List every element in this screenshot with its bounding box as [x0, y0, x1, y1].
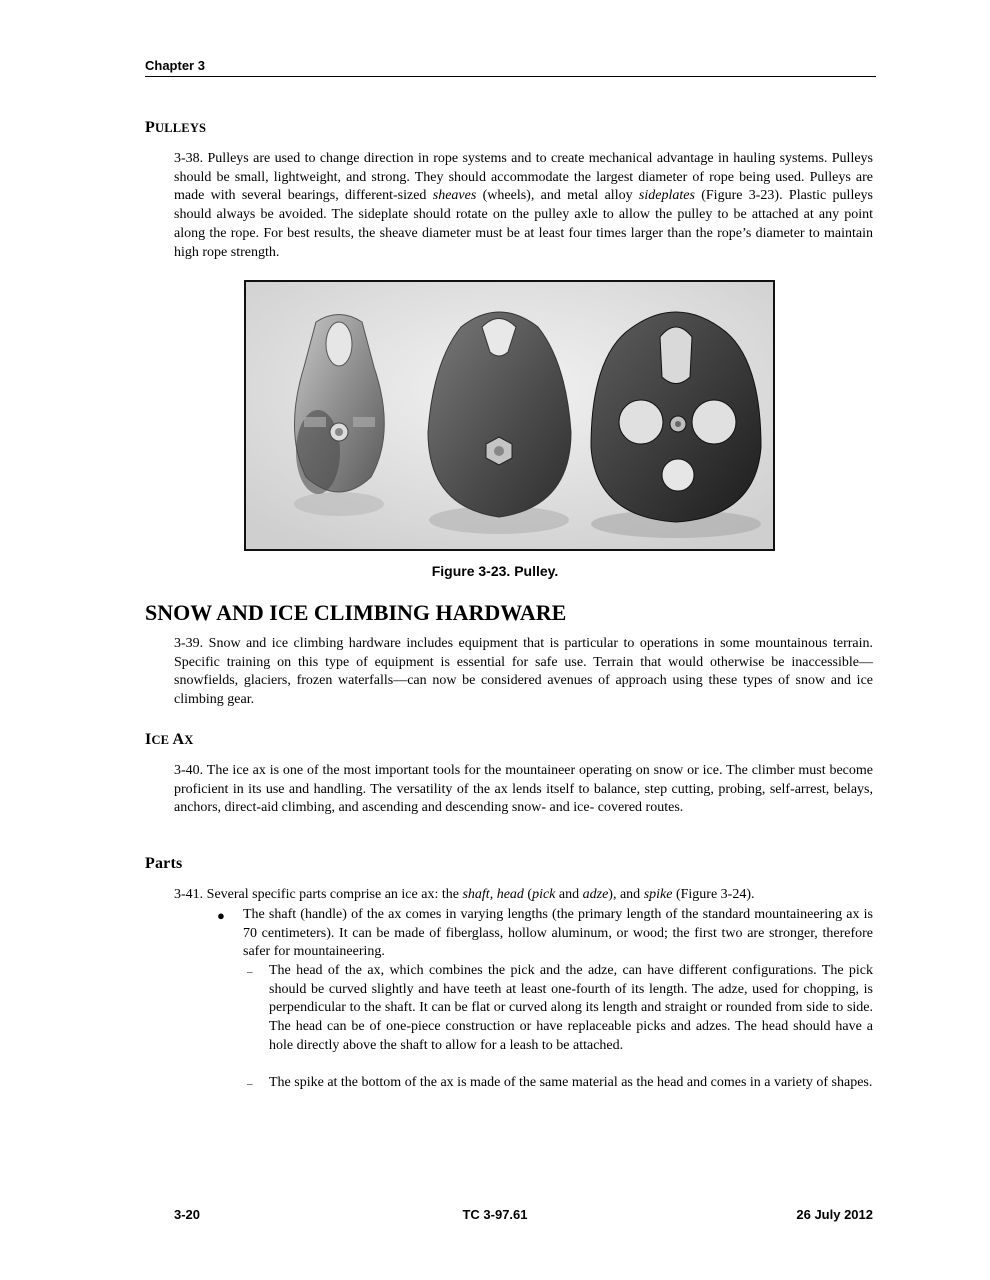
dash-icon: –: [247, 1078, 253, 1090]
parts-heading: Parts: [145, 855, 183, 872]
paragraph-3-39: 3-39. Snow and ice climbing hardware includes equipment that is particular to operations in some mountainous terrain. Specific training on this type of equipment is essential for safe use. Terrain that would otherwise be inaccessible—snowfields, glaciers, frozen waterfalls—can now be considered avenues of approach using these types of snow and ice climbing gear.: [174, 636, 873, 708]
paragraph-3-41: 3-41. Several specific parts comprise an ice ax: the shaft, head (pick and adze), and spike (Figure 3-24).: [174, 887, 755, 902]
footer-doc-id: TC 3-97.61: [462, 1207, 528, 1222]
dash-icon: –: [247, 966, 253, 978]
chapter-label: Chapter 3: [145, 58, 205, 73]
pulley-photo: [244, 280, 775, 551]
paragraph-3-38: 3-38. Pulleys are used to change direction in rope systems and to create mechanical advantage in hauling systems. Pulleys should be small, lightweight, and strong. They should accommodate the largest diameter of rope being used. Pulleys are made with several bearings, different-sized sheaves (wheels), and metal alloy sideplates (Figure 3-23). Plastic pulleys should always be avoided. The sideplate should rotate on the pulley axle to allow the pulley to be attached at any point along the rope. For best results, the sheave diameter must be at least four times larger than the rope’s diameter to maintain high rope strength.: [174, 151, 873, 260]
bullet-shaft-text: The shaft (handle) of the ax comes in varying lengths (the primary length of the standard mountaineering ax is 70 centimeters). It can be made of fiberglass, hollow aluminum, or wood; the first two are stronger, therefore safer for mountaineering.: [243, 907, 873, 960]
bullet-icon: ●: [217, 908, 225, 923]
dash-head-text: The head of the ax, which combines the pick and the adze, can have different configurations. The pick should be curved slightly and have teeth at least one-fourth of its length. The adze, used for chopping, is perpendicular to the shaft. It can be flat or curved along its length and straight or rounded from side to side. The head can be of one-piece construction or have replaceable picks and adzes. The head should have a hole directly above the shaft to allow for a leash to be attached.: [269, 963, 873, 1053]
section-heading-snow-ice: SNOW AND ICE CLIMBING HARDWARE: [145, 600, 567, 625]
footer-date: 26 July 2012: [796, 1207, 873, 1222]
footer-page-number: 3-20: [174, 1207, 201, 1222]
running-header: [145, 57, 876, 77]
pulleys-heading: PULLEYS: [145, 119, 207, 136]
paragraph-3-40: 3-40. The ice ax is one of the most important tools for the mountaineer operating on snow or ice. The climber must become proficient in its use and handling. The versatility of the ax lends itself to balance, step cutting, probing, self-arrest, belays, anchors, direct-aid climbing, and ascending and descending snow- and ice- covered routes.: [174, 763, 873, 816]
dash-spike-text: The spike at the bottom of the ax is made of the same material as the head and comes in a variety of shapes.: [269, 1075, 873, 1090]
figure-caption: Figure 3-23. Pulley.: [431, 563, 559, 579]
ice-ax-heading: ICE AX: [145, 731, 194, 748]
